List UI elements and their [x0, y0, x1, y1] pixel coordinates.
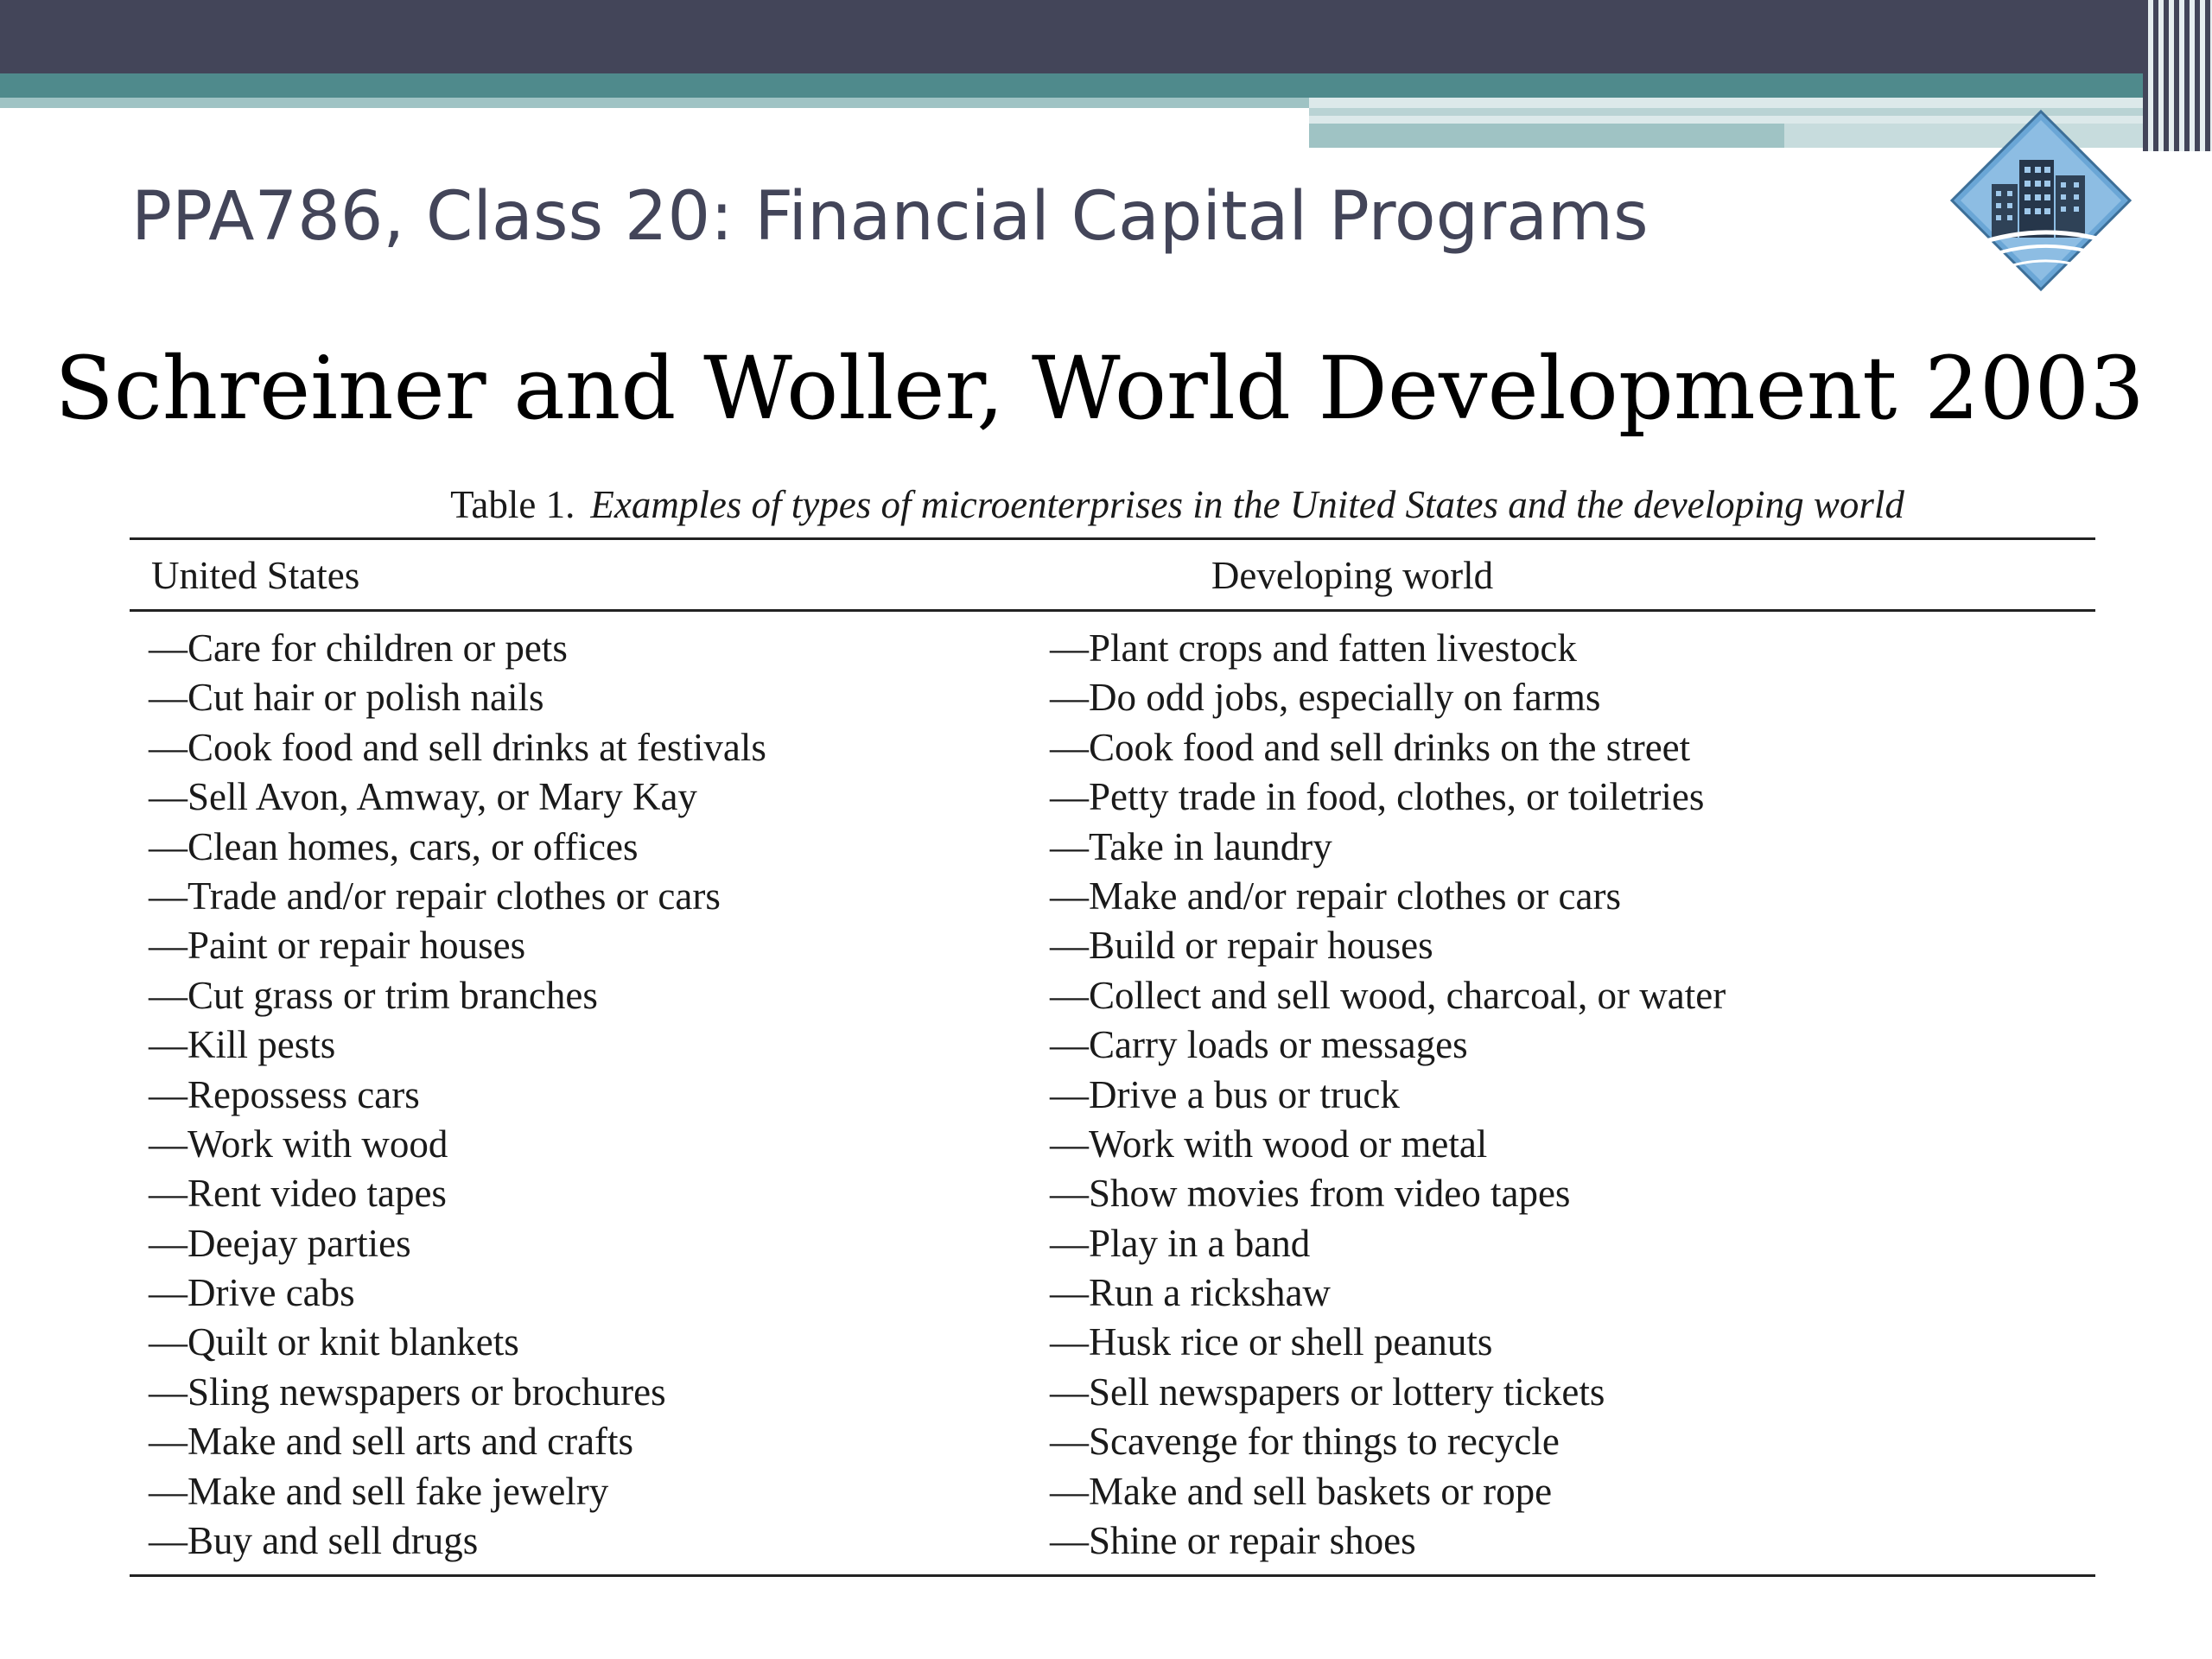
list-item: —Repossess cars [149, 1072, 420, 1116]
list-item: —Scavenge for things to recycle [1050, 1420, 1560, 1464]
list-item: —Carry loads or messages [1050, 1023, 1468, 1067]
list-item: —Care for children or pets [149, 626, 568, 670]
list-item: —Make and sell baskets or rope [1050, 1469, 1553, 1513]
column-header-developing-world: Developing world [1211, 554, 1494, 597]
list-item: —Cut hair or polish nails [149, 676, 544, 720]
top-header-bar [0, 0, 2212, 73]
list-item: —Collect and sell wood, charcoal, or water [1050, 973, 1726, 1017]
edge-stripes [2143, 0, 2212, 151]
table-caption [130, 482, 2212, 527]
city-buildings-icon [1948, 108, 2134, 294]
list-item: —Drive cabs [149, 1271, 355, 1315]
list-item: —Buy and sell drugs [149, 1519, 479, 1563]
united-states-list [149, 624, 766, 1566]
list-item: —Plant crops and fatten livestock [1050, 626, 1577, 670]
list-item: —Trade and/or repair clothes or cars [149, 874, 721, 918]
list-item: —Cook food and sell drinks on the street [1050, 725, 1691, 769]
teal-accent-strip [0, 73, 2143, 98]
table-caption-label: Table 1. [450, 483, 575, 526]
right-accent-band-lower [1309, 124, 1784, 148]
slide-heading: Schreiner and Woller, World Development 2003 [54, 338, 2145, 439]
list-item: —Do odd jobs, especially on farms [1050, 676, 1601, 720]
list-item: —Work with wood [149, 1122, 448, 1166]
list-item: —Husk rice or shell peanuts [1050, 1320, 1493, 1364]
list-item: —Build or repair houses [1050, 924, 1433, 968]
list-item: —Quilt or knit blankets [149, 1320, 519, 1364]
list-item: —Take in laundry [1050, 824, 1332, 868]
list-item: —Sling newspapers or brochures [149, 1370, 666, 1414]
list-item: —Make and sell fake jewelry [149, 1469, 609, 1513]
list-item: —Cut grass or trim branches [149, 973, 598, 1017]
course-title: PPA786, Class 20: Financial Capital Programs [131, 178, 1649, 256]
list-item: —Petty trade in food, clothes, or toiletries [1050, 775, 1705, 819]
list-item: —Sell newspapers or lottery tickets [1050, 1370, 1605, 1414]
list-item: —Deejay parties [149, 1221, 411, 1265]
list-item: —Make and/or repair clothes or cars [1050, 874, 1621, 918]
list-item: —Paint or repair houses [149, 924, 526, 968]
developing-world-list [1050, 624, 1726, 1566]
list-item: —Shine or repair shoes [1050, 1519, 1416, 1563]
table-header-rule [130, 609, 2095, 612]
light-teal-accent-strip [0, 98, 1309, 108]
list-item: —Run a rickshaw [1050, 1271, 1331, 1315]
list-item: —Make and sell arts and crafts [149, 1420, 634, 1464]
table-bottom-rule [130, 1574, 2095, 1577]
list-item: —Cook food and sell drinks at festivals [149, 725, 766, 769]
list-item: —Work with wood or metal [1050, 1122, 1488, 1166]
list-item: —Rent video tapes [149, 1172, 447, 1216]
table-caption-text: Examples of types of microenterprises in the United States and the developing world [590, 483, 1904, 526]
list-item: —Show movies from video tapes [1050, 1172, 1571, 1216]
list-item: —Clean homes, cars, or offices [149, 824, 639, 868]
table-top-rule [130, 537, 2095, 540]
list-item: —Play in a band [1050, 1221, 1311, 1265]
list-item: —Kill pests [149, 1023, 336, 1067]
column-header-united-states: United States [151, 554, 360, 597]
list-item: —Drive a bus or truck [1050, 1072, 1400, 1116]
list-item: —Sell Avon, Amway, or Mary Kay [149, 775, 697, 819]
